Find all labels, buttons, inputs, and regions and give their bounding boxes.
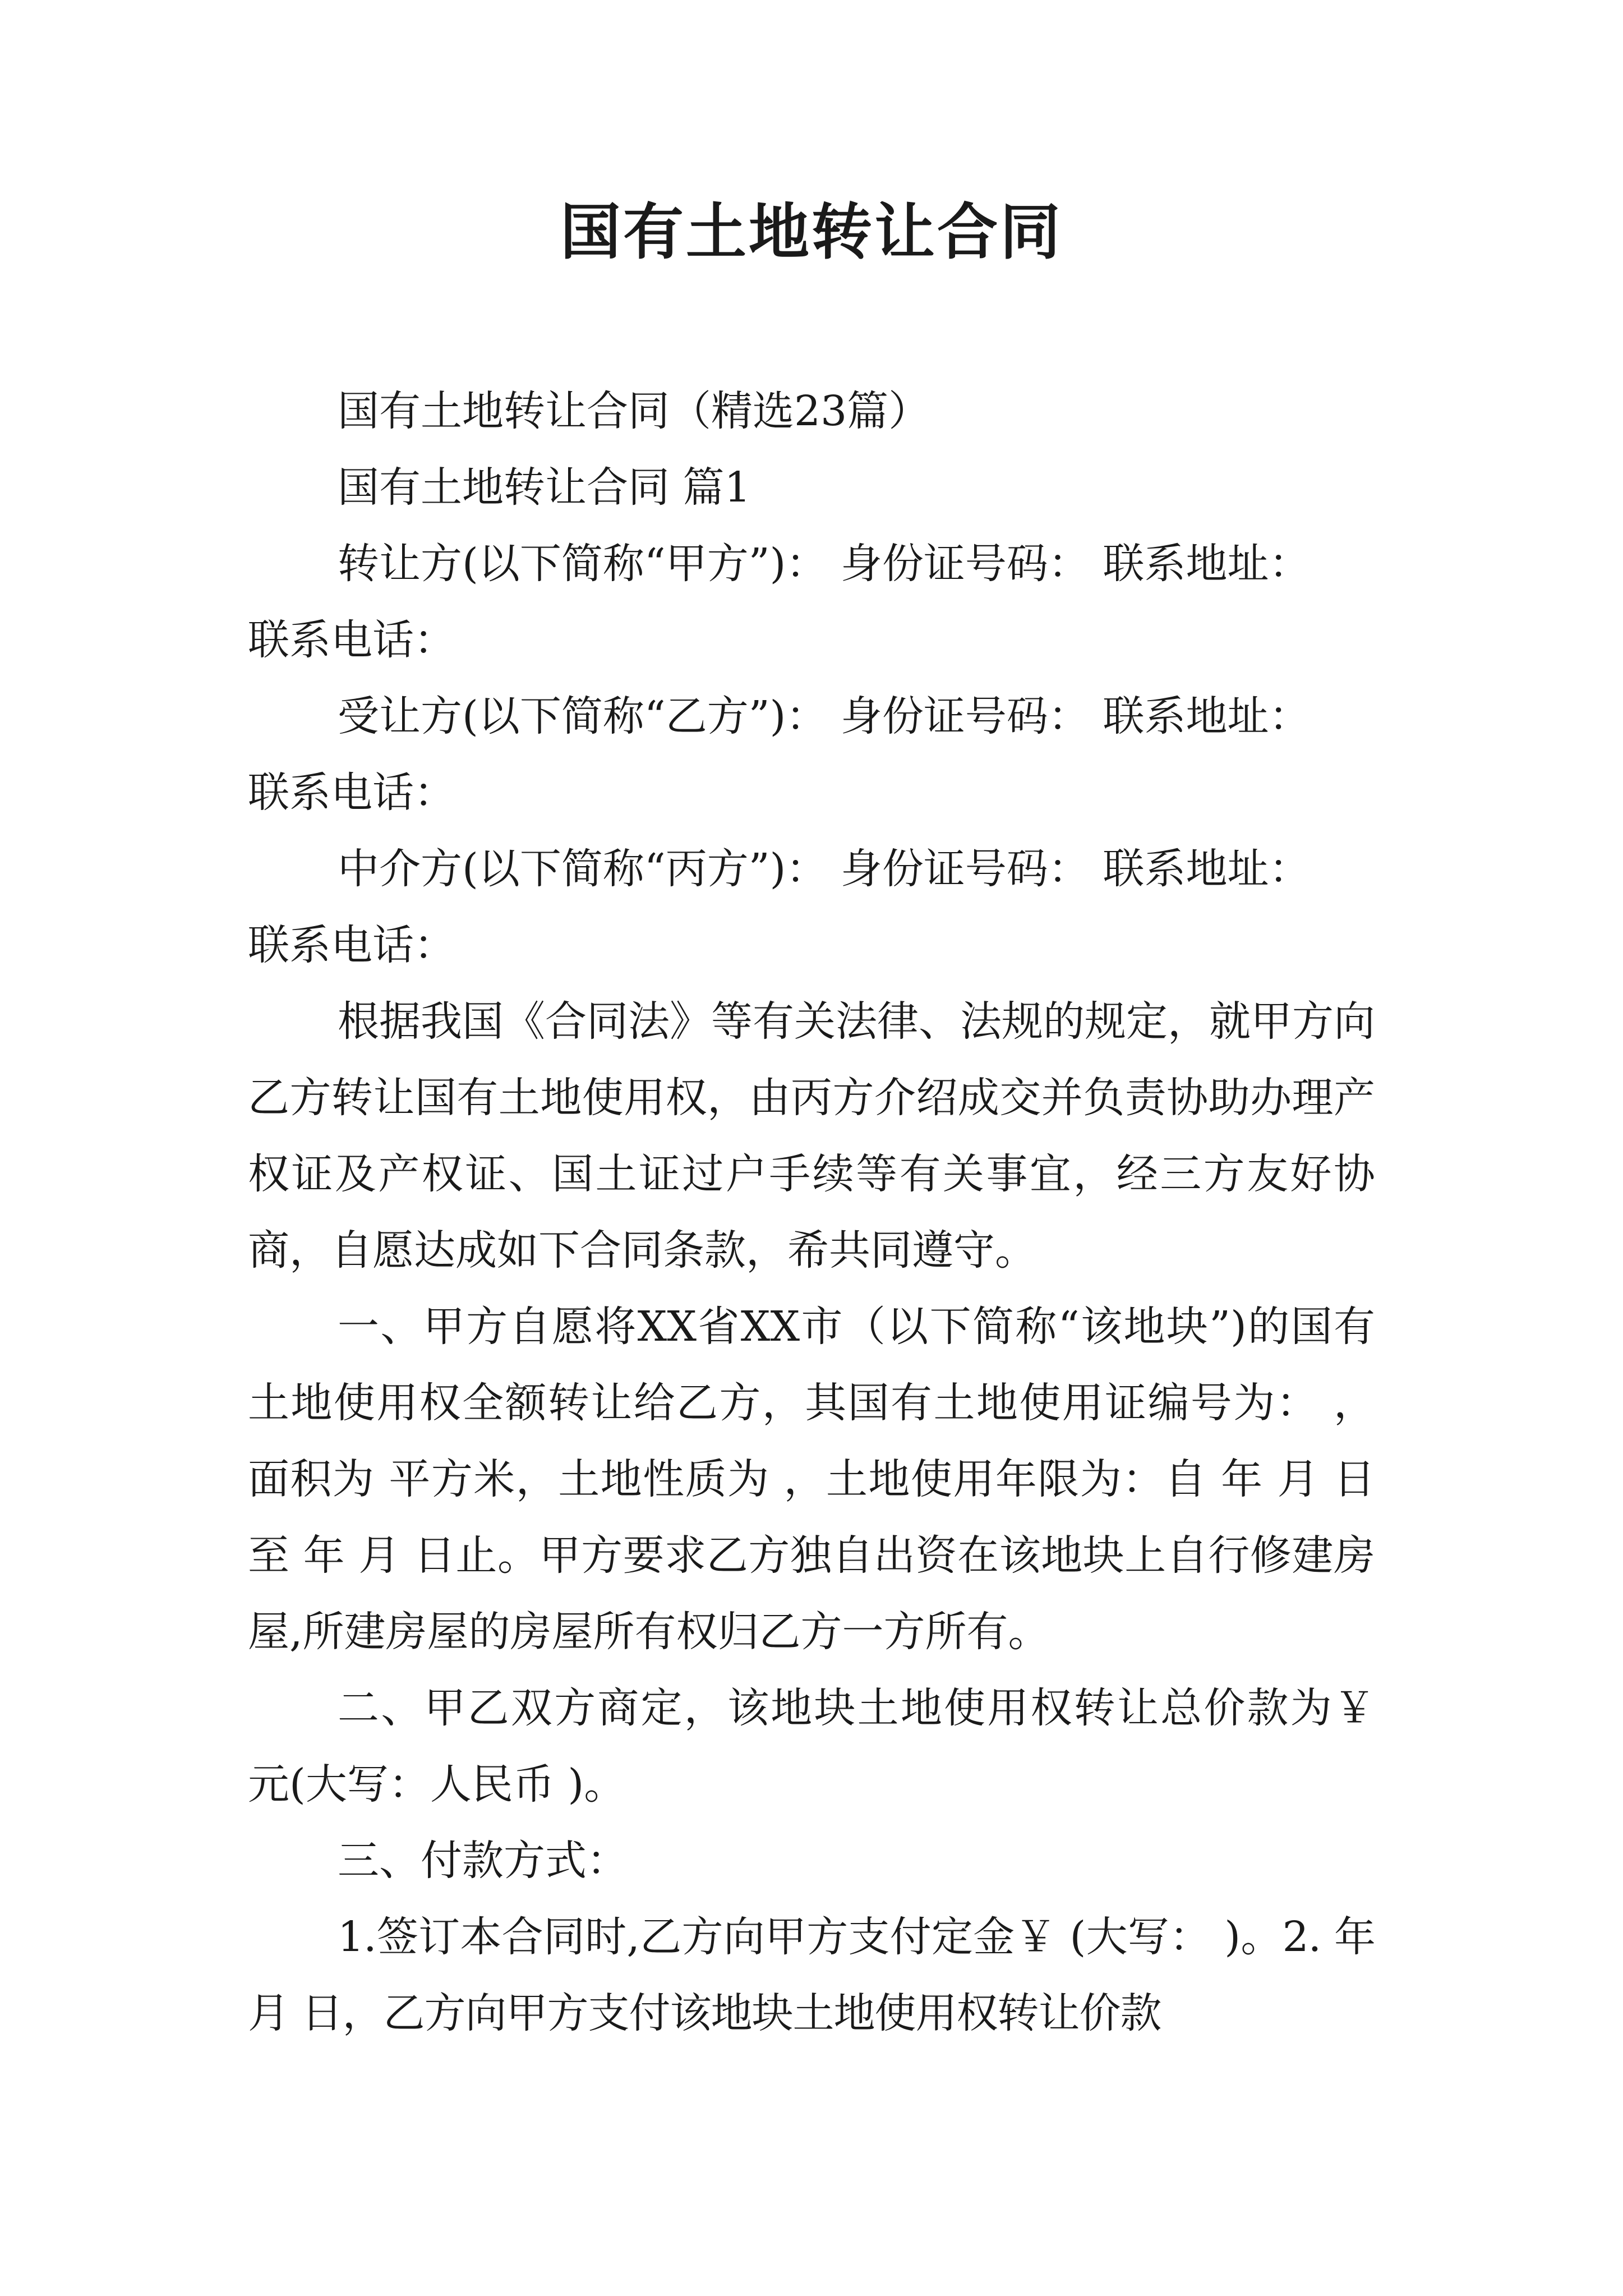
party-transferor <box>248 526 1375 678</box>
clause-2-paragraph: 二、甲乙双方商定，该地块土地使用权转让总价款为￥ 元(大写：人民币 )。 <box>248 1684 1375 1809</box>
payment-terms-paragraph: 1.签订本合同时,乙方向甲方支付定金￥ (大写： )。2. 年 月 日，乙方向甲方支付该地块土地使用权转让价款 <box>248 1913 1375 2037</box>
party-transferee-line: 受让方(以下简称“乙方”)： 身份证号码： 联系地址： <box>338 692 1311 740</box>
document-title: 国有土地转让合同 <box>560 197 1063 268</box>
section-heading: 国有土地转让合同 篇1 <box>338 463 751 512</box>
party-transferee-phone: 联系电话： <box>248 769 455 817</box>
party-intermediary-phone: 联系电话： <box>248 921 455 969</box>
party-intermediary <box>248 831 1375 983</box>
preamble-paragraph: 根据我国《合同法》等有关法律、法规的规定，就甲方向乙方转让国有土地使用权，由丙方介绍成交并负责协助办理产权证及产权证、国土证过户手续等有关事宜，经三方友好协商，自愿达成如下合同条款，希共同遵守。 <box>248 997 1375 1274</box>
document-body <box>248 373 1375 2051</box>
party-intermediary-line: 中介方(以下简称“丙方”)： 身份证号码： 联系地址： <box>338 845 1311 893</box>
party-transferor-phone: 联系电话： <box>248 616 455 664</box>
party-transferor-line: 转让方(以下简称“甲方”)： 身份证号码： 联系地址： <box>338 540 1311 588</box>
clause-1-paragraph: 一、甲方自愿将XX省XX市（以下简称“该地块”)的国有土地使用权全额转让给乙方，其国有土地使用证编号为： ，面积为 平方米，土地性质为 ，土地使用年限为：自 年 月 日至 年 月 日止。甲方要求乙方独自出资在该地块上自行修建房屋,所建房屋的房屋所有权归乙方一方所有。 <box>248 1303 1375 1656</box>
party-transferee <box>248 678 1375 831</box>
clause-3-heading: 三、付款方式： <box>338 1837 628 1885</box>
collection-heading: 国有土地转让合同（精选23篇） <box>338 387 930 435</box>
